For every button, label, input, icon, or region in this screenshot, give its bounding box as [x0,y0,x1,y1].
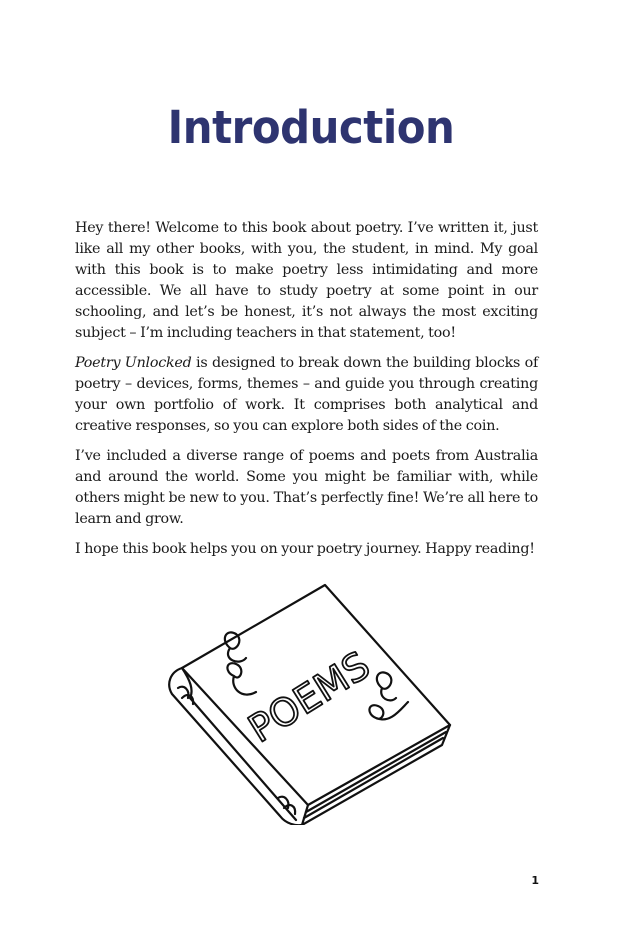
paragraph-4-text: I hope this book helps you on your poetry journey. Happy reading! [75,541,535,557]
paragraph-1-text: Hey there! Welcome to this book about poetry. I’ve written it, just like all my other books, with you, the student, in mind. My goal with this book is to make poetry less intimidating and more accessible. We all have to study poetry at some point in our schooling, and let’s be honest, it’s not always the most exciting subject – I’m including teachers in that statement, too! [75,220,538,341]
paragraph-2-text: is designed to break down the building blocks of poetry – devices, forms, themes – and guide you through creating your own portfolio of work. It comprises both analytical and creative responses, so you can explore both sides of the coin. [75,355,539,434]
paragraph-3 [75,446,538,530]
page-title: Introduction [167,101,455,154]
page-number: 1 [531,874,539,887]
paragraph-1 [75,218,538,344]
book-title-italic: Poetry Unlocked [75,355,192,371]
poems-book-illustration [160,580,460,825]
paragraph-3-text: I’ve included a diverse range of poems and poets from Australia and around the world. Some you might be familiar with, while others might be new to you. That’s perfectly fine! We’re all here to learn and grow. [75,448,538,527]
poems-label: POEMS [240,642,378,752]
paragraph-4 [75,539,538,560]
intro-body [75,218,538,569]
paragraph-2 [75,353,538,437]
spine-band-bottom [278,797,295,814]
